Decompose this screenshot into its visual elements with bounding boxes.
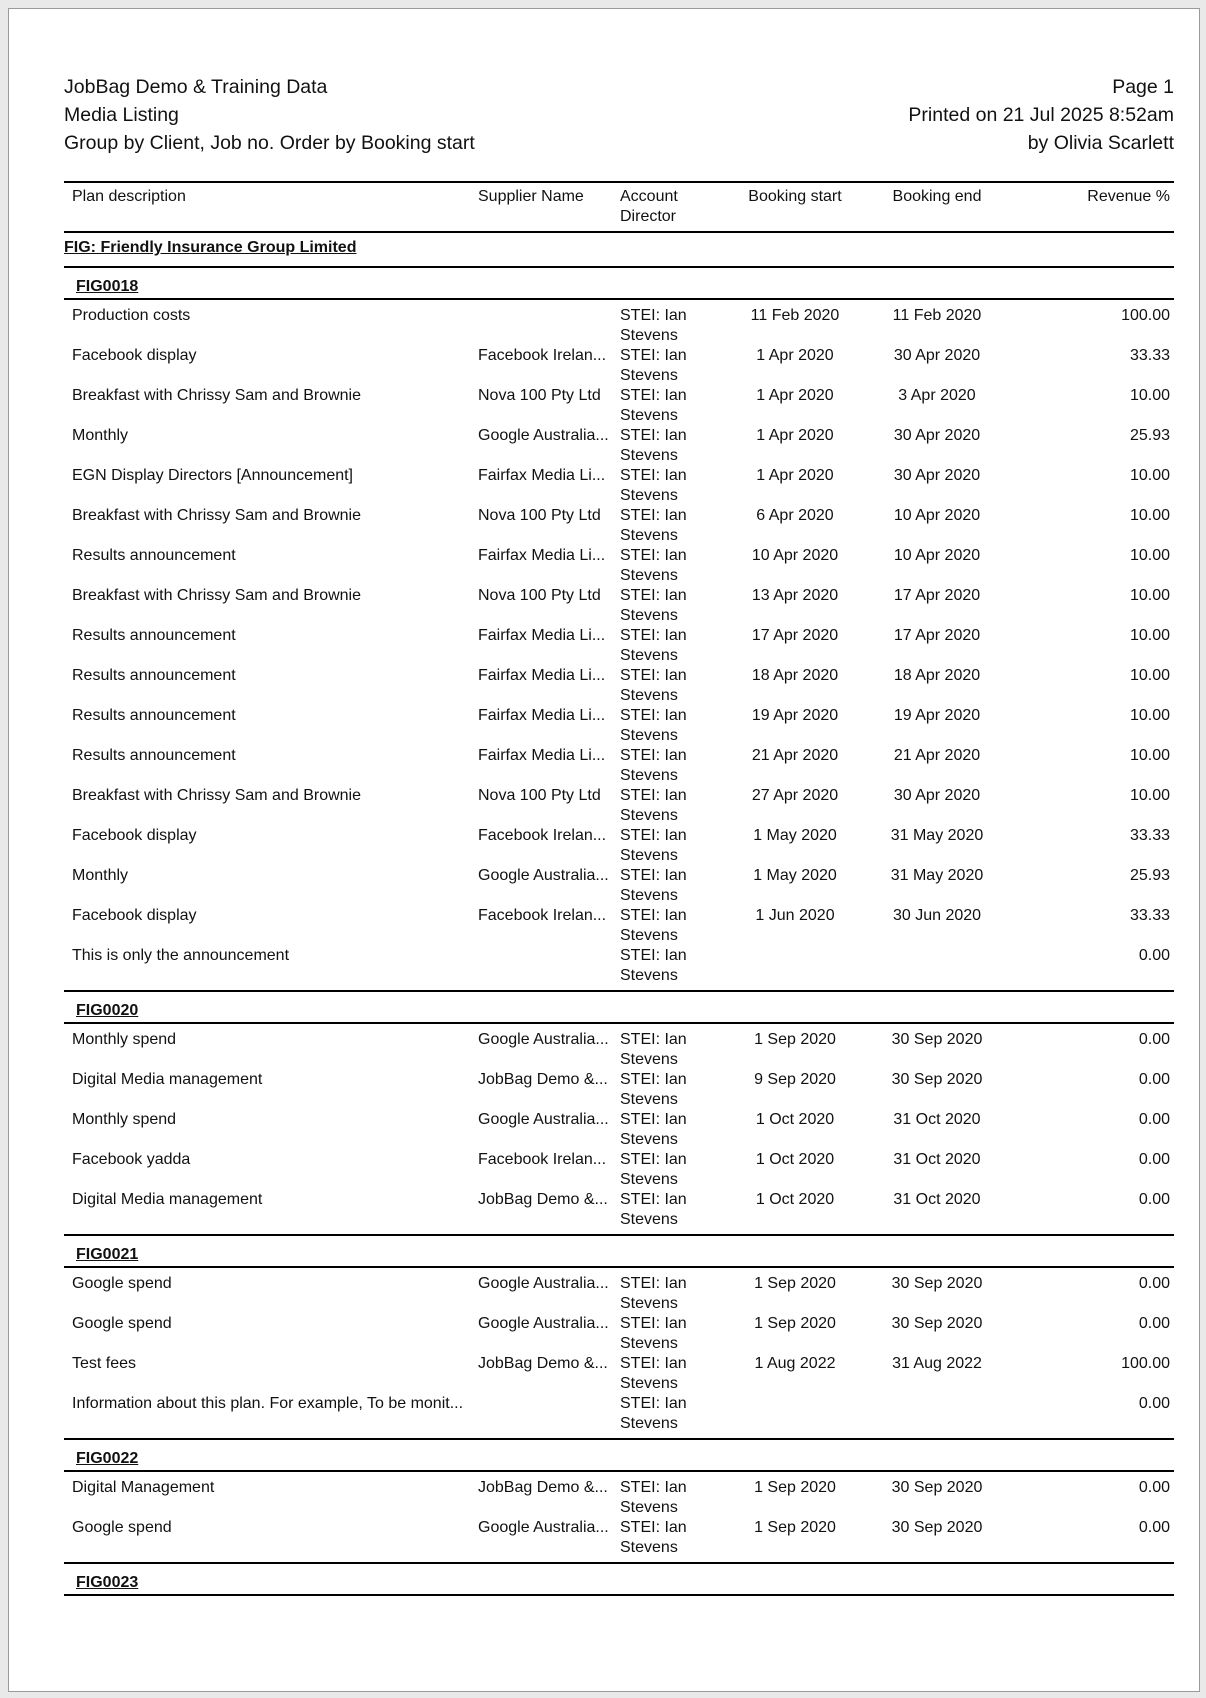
cell-account-director: STEI: Ian Stevens bbox=[620, 627, 687, 664]
cell-plan-description: Monthly bbox=[72, 427, 129, 444]
cell-booking-start: 6 Apr 2020 bbox=[756, 507, 834, 524]
cell-booking-start: 1 May 2020 bbox=[753, 827, 837, 844]
cell-booking-end: 31 Aug 2022 bbox=[892, 1355, 982, 1372]
table-row bbox=[64, 1184, 1174, 1228]
cell-revenue-percent: 0.00 bbox=[1138, 1519, 1170, 1536]
report-header bbox=[64, 73, 1174, 157]
cell-supplier-name: Google Australia... bbox=[478, 1519, 609, 1536]
job-group-heading: FIG0022 bbox=[64, 1440, 1174, 1472]
table-row bbox=[64, 460, 1174, 504]
cell-plan-description: Digital Management bbox=[72, 1479, 215, 1496]
cell-supplier-name: Fairfax Media Li... bbox=[478, 747, 606, 764]
cell-supplier-name: Nova 100 Pty Ltd bbox=[478, 787, 601, 804]
table-row bbox=[64, 380, 1174, 424]
cell-account-director: STEI: Ian Stevens bbox=[620, 1519, 687, 1556]
cell-account-director: STEI: Ian Stevens bbox=[620, 1031, 687, 1068]
cell-supplier-name: Facebook Irelan... bbox=[478, 907, 607, 924]
cell-revenue-percent: 0.00 bbox=[1138, 1275, 1170, 1292]
cell-revenue-percent: 10.00 bbox=[1129, 547, 1170, 564]
job-group-heading: FIG0023 bbox=[64, 1564, 1174, 1596]
cell-account-director: STEI: Ian Stevens bbox=[620, 787, 687, 824]
cell-booking-start bbox=[730, 946, 860, 980]
cell-supplier-name: Fairfax Media Li... bbox=[478, 547, 606, 564]
cell-revenue-percent: 100.00 bbox=[1121, 1355, 1170, 1372]
cell-revenue-percent: 33.33 bbox=[1129, 347, 1170, 364]
cell-booking-start: 1 Apr 2020 bbox=[756, 347, 834, 364]
cell-account-director: STEI: Ian Stevens bbox=[620, 1111, 687, 1148]
cell-account-director: STEI: Ian Stevens bbox=[620, 467, 687, 504]
cell-booking-start: 13 Apr 2020 bbox=[751, 587, 839, 604]
cell-supplier-name: Google Australia... bbox=[478, 1031, 609, 1048]
cell-account-director: STEI: Ian Stevens bbox=[620, 387, 687, 424]
header-right bbox=[908, 73, 1174, 157]
table-row bbox=[64, 940, 1174, 984]
client-group-heading: FIG: Friendly Insurance Group Limited bbox=[64, 233, 1174, 268]
cell-account-director: STEI: Ian Stevens bbox=[620, 507, 687, 544]
cell-booking-end: 31 Oct 2020 bbox=[893, 1151, 981, 1168]
cell-booking-end: 11 Feb 2020 bbox=[892, 307, 982, 324]
cell-supplier-name: Facebook Irelan... bbox=[478, 347, 607, 364]
cell-plan-description: This is only the announcement bbox=[72, 947, 290, 964]
cell-account-director: STEI: Ian Stevens bbox=[620, 1151, 687, 1188]
cell-booking-end: 31 Oct 2020 bbox=[893, 1111, 981, 1128]
cell-plan-description: Information about this plan. For example, To be monit... bbox=[72, 1395, 464, 1412]
table-row bbox=[64, 1308, 1174, 1352]
cell-booking-end: 30 Sep 2020 bbox=[891, 1031, 983, 1048]
cell-booking-start: 1 Apr 2020 bbox=[756, 427, 834, 444]
cell-plan-description: Monthly spend bbox=[72, 1111, 177, 1128]
table-row bbox=[64, 1472, 1174, 1516]
cell-revenue-percent: 10.00 bbox=[1129, 667, 1170, 684]
cell-supplier-name: JobBag Demo &... bbox=[478, 1479, 608, 1496]
cell-supplier-name bbox=[478, 306, 620, 340]
table-row bbox=[64, 660, 1174, 704]
cell-booking-end: 30 Sep 2020 bbox=[891, 1275, 983, 1292]
cell-revenue-percent: 33.33 bbox=[1129, 907, 1170, 924]
cell-booking-end: 17 Apr 2020 bbox=[893, 587, 981, 604]
cell-revenue-percent: 10.00 bbox=[1129, 387, 1170, 404]
cell-booking-start: 18 Apr 2020 bbox=[751, 667, 839, 684]
cell-account-director: STEI: Ian Stevens bbox=[620, 667, 687, 704]
cell-account-director: STEI: Ian Stevens bbox=[620, 907, 687, 944]
cell-account-director: STEI: Ian Stevens bbox=[620, 707, 687, 744]
cell-booking-start: 1 Oct 2020 bbox=[755, 1191, 835, 1208]
cell-booking-end: 30 Sep 2020 bbox=[891, 1479, 983, 1496]
cell-booking-start: 10 Apr 2020 bbox=[751, 547, 839, 564]
cell-plan-description: Monthly bbox=[72, 867, 129, 884]
cell-booking-start: 1 Apr 2020 bbox=[756, 387, 834, 404]
cell-booking-end: 30 Sep 2020 bbox=[891, 1315, 983, 1332]
page-number: Page 1 bbox=[1112, 76, 1174, 98]
cell-supplier-name: Nova 100 Pty Ltd bbox=[478, 587, 601, 604]
cell-account-director: STEI: Ian Stevens bbox=[620, 1395, 687, 1432]
cell-account-director: STEI: Ian Stevens bbox=[620, 1191, 687, 1228]
job-group-heading: FIG0020 bbox=[64, 992, 1174, 1024]
cell-account-director: STEI: Ian Stevens bbox=[620, 587, 687, 624]
cell-plan-description: Results announcement bbox=[72, 747, 236, 764]
report-content bbox=[64, 73, 1174, 1596]
cell-account-director: STEI: Ian Stevens bbox=[620, 827, 687, 864]
cell-revenue-percent: 25.93 bbox=[1129, 427, 1170, 444]
cell-booking-start: 9 Sep 2020 bbox=[754, 1071, 836, 1088]
cell-supplier-name: JobBag Demo &... bbox=[478, 1071, 608, 1088]
cell-plan-description: Results announcement bbox=[72, 667, 236, 684]
cell-supplier-name: Facebook Irelan... bbox=[478, 1151, 607, 1168]
table-row bbox=[64, 300, 1174, 344]
cell-plan-description: Digital Media management bbox=[72, 1071, 263, 1088]
cell-plan-description: Breakfast with Chrissy Sam and Brownie bbox=[72, 507, 361, 524]
col-supplier-name: Supplier Name bbox=[478, 188, 584, 205]
cell-account-director: STEI: Ian Stevens bbox=[620, 1275, 687, 1312]
cell-booking-end: 31 Oct 2020 bbox=[893, 1191, 981, 1208]
cell-account-director: STEI: Ian Stevens bbox=[620, 307, 687, 344]
cell-revenue-percent: 10.00 bbox=[1129, 587, 1170, 604]
cell-plan-description: Results announcement bbox=[72, 707, 236, 724]
cell-supplier-name: Fairfax Media Li... bbox=[478, 667, 606, 684]
cell-booking-start: 27 Apr 2020 bbox=[751, 787, 839, 804]
cell-plan-description: Facebook display bbox=[72, 827, 197, 844]
table-row bbox=[64, 340, 1174, 384]
cell-revenue-percent: 0.00 bbox=[1138, 1479, 1170, 1496]
table-row bbox=[64, 1268, 1174, 1312]
cell-booking-start: 1 Sep 2020 bbox=[754, 1315, 836, 1332]
cell-plan-description: Digital Media management bbox=[72, 1191, 263, 1208]
cell-revenue-percent: 10.00 bbox=[1129, 467, 1170, 484]
cell-account-director: STEI: Ian Stevens bbox=[620, 867, 687, 904]
cell-plan-description: Google spend bbox=[72, 1519, 172, 1536]
printed-on: Printed on 21 Jul 2025 8:52am bbox=[908, 104, 1174, 126]
cell-supplier-name: Google Australia... bbox=[478, 427, 609, 444]
cell-supplier-name: Nova 100 Pty Ltd bbox=[478, 387, 601, 404]
cell-supplier-name: JobBag Demo &... bbox=[478, 1191, 608, 1208]
cell-booking-start: 1 Sep 2020 bbox=[754, 1031, 836, 1048]
cell-booking-end: 31 May 2020 bbox=[890, 827, 984, 844]
cell-account-director: STEI: Ian Stevens bbox=[620, 747, 687, 784]
col-booking-end: Booking end bbox=[892, 188, 982, 205]
table-row bbox=[64, 620, 1174, 664]
table-row bbox=[64, 740, 1174, 784]
table-row bbox=[64, 1144, 1174, 1188]
cell-revenue-percent: 25.93 bbox=[1129, 867, 1170, 884]
cell-booking-end: 21 Apr 2020 bbox=[893, 747, 981, 764]
job-groups bbox=[64, 268, 1174, 1596]
cell-revenue-percent: 10.00 bbox=[1129, 707, 1170, 724]
cell-plan-description: Breakfast with Chrissy Sam and Brownie bbox=[72, 587, 361, 604]
cell-supplier-name: Google Australia... bbox=[478, 1111, 609, 1128]
col-revenue-percent: Revenue % bbox=[1087, 188, 1170, 205]
cell-supplier-name: Fairfax Media Li... bbox=[478, 627, 606, 644]
table-row bbox=[64, 540, 1174, 584]
cell-plan-description: Google spend bbox=[72, 1275, 172, 1292]
cell-supplier-name bbox=[478, 946, 620, 980]
cell-revenue-percent: 0.00 bbox=[1138, 1151, 1170, 1168]
cell-booking-start: 1 Sep 2020 bbox=[754, 1519, 836, 1536]
cell-booking-end: 30 Sep 2020 bbox=[891, 1519, 983, 1536]
cell-booking-start: 1 Aug 2022 bbox=[754, 1355, 836, 1372]
cell-supplier-name: Fairfax Media Li... bbox=[478, 707, 606, 724]
cell-supplier-name: Google Australia... bbox=[478, 1275, 609, 1292]
cell-plan-description: Results announcement bbox=[72, 627, 236, 644]
table-row bbox=[64, 700, 1174, 744]
printed-by: by Olivia Scarlett bbox=[1027, 132, 1174, 154]
cell-booking-end bbox=[860, 946, 1014, 980]
cell-revenue-percent: 0.00 bbox=[1138, 947, 1170, 964]
table-row bbox=[64, 420, 1174, 464]
cell-plan-description: Breakfast with Chrissy Sam and Brownie bbox=[72, 387, 361, 404]
cell-supplier-name: Nova 100 Pty Ltd bbox=[478, 507, 601, 524]
column-headers bbox=[64, 181, 1174, 233]
cell-booking-start: 21 Apr 2020 bbox=[751, 747, 839, 764]
cell-revenue-percent: 0.00 bbox=[1138, 1111, 1170, 1128]
cell-booking-start: 17 Apr 2020 bbox=[751, 627, 839, 644]
cell-booking-end: 30 Apr 2020 bbox=[893, 787, 981, 804]
job-group-heading: FIG0018 bbox=[64, 268, 1174, 300]
table-row bbox=[64, 1512, 1174, 1556]
cell-booking-end: 10 Apr 2020 bbox=[893, 507, 981, 524]
cell-plan-description: Facebook yadda bbox=[72, 1151, 191, 1168]
cell-booking-start bbox=[730, 1394, 860, 1428]
cell-plan-description: Facebook display bbox=[72, 347, 197, 364]
job-group-heading: FIG0021 bbox=[64, 1236, 1174, 1268]
cell-supplier-name bbox=[478, 1394, 620, 1428]
cell-revenue-percent: 0.00 bbox=[1138, 1071, 1170, 1088]
table-row bbox=[64, 1104, 1174, 1148]
cell-supplier-name: Google Australia... bbox=[478, 1315, 609, 1332]
col-booking-start: Booking start bbox=[748, 188, 842, 205]
report-grouping: Group by Client, Job no. Order by Booking start bbox=[64, 132, 475, 154]
col-account-director: Account Director bbox=[620, 188, 678, 225]
cell-booking-start: 19 Apr 2020 bbox=[751, 707, 839, 724]
table-row bbox=[64, 1064, 1174, 1108]
cell-plan-description: Facebook display bbox=[72, 907, 197, 924]
cell-account-director: STEI: Ian Stevens bbox=[620, 1479, 687, 1516]
cell-booking-start: 1 Oct 2020 bbox=[755, 1111, 835, 1128]
cell-booking-start: 1 Jun 2020 bbox=[755, 907, 835, 924]
table-row bbox=[64, 1388, 1174, 1432]
cell-account-director: STEI: Ian Stevens bbox=[620, 427, 687, 464]
company-name: JobBag Demo & Training Data bbox=[64, 76, 328, 98]
cell-plan-description: Production costs bbox=[72, 307, 191, 324]
cell-revenue-percent: 10.00 bbox=[1129, 787, 1170, 804]
cell-revenue-percent: 100.00 bbox=[1121, 307, 1170, 324]
table-row bbox=[64, 1024, 1174, 1068]
table-row bbox=[64, 900, 1174, 944]
cell-revenue-percent: 0.00 bbox=[1138, 1191, 1170, 1208]
cell-supplier-name: Fairfax Media Li... bbox=[478, 467, 606, 484]
cell-booking-start: 1 Sep 2020 bbox=[754, 1479, 836, 1496]
cell-revenue-percent: 10.00 bbox=[1129, 747, 1170, 764]
cell-booking-end: 30 Sep 2020 bbox=[891, 1071, 983, 1088]
cell-plan-description: Google spend bbox=[72, 1315, 172, 1332]
cell-booking-end: 17 Apr 2020 bbox=[893, 627, 981, 644]
cell-account-director: STEI: Ian Stevens bbox=[620, 947, 687, 984]
report-page bbox=[8, 8, 1200, 1692]
table-row bbox=[64, 500, 1174, 544]
cell-revenue-percent: 0.00 bbox=[1138, 1395, 1170, 1412]
cell-revenue-percent: 33.33 bbox=[1129, 827, 1170, 844]
cell-plan-description: Breakfast with Chrissy Sam and Brownie bbox=[72, 787, 361, 804]
cell-booking-end: 3 Apr 2020 bbox=[898, 387, 976, 404]
cell-supplier-name: Facebook Irelan... bbox=[478, 827, 607, 844]
cell-plan-description: Monthly spend bbox=[72, 1031, 177, 1048]
cell-account-director: STEI: Ian Stevens bbox=[620, 547, 687, 584]
cell-revenue-percent: 0.00 bbox=[1138, 1031, 1170, 1048]
cell-revenue-percent: 0.00 bbox=[1138, 1315, 1170, 1332]
cell-booking-end: 18 Apr 2020 bbox=[893, 667, 981, 684]
cell-booking-end bbox=[860, 1394, 1014, 1428]
cell-account-director: STEI: Ian Stevens bbox=[620, 1315, 687, 1352]
cell-booking-start: 1 May 2020 bbox=[753, 867, 837, 884]
cell-plan-description: Results announcement bbox=[72, 547, 236, 564]
cell-revenue-percent: 10.00 bbox=[1129, 507, 1170, 524]
table-row bbox=[64, 780, 1174, 824]
cell-booking-start: 11 Feb 2020 bbox=[750, 307, 840, 324]
cell-booking-end: 30 Apr 2020 bbox=[893, 347, 981, 364]
header-left bbox=[64, 73, 475, 157]
cell-booking-start: 1 Apr 2020 bbox=[756, 467, 834, 484]
table-row bbox=[64, 860, 1174, 904]
cell-booking-end: 30 Apr 2020 bbox=[893, 467, 981, 484]
cell-revenue-percent: 10.00 bbox=[1129, 627, 1170, 644]
cell-booking-end: 10 Apr 2020 bbox=[893, 547, 981, 564]
table-row bbox=[64, 580, 1174, 624]
cell-booking-start: 1 Oct 2020 bbox=[755, 1151, 835, 1168]
cell-plan-description: Test fees bbox=[72, 1355, 137, 1372]
cell-booking-end: 31 May 2020 bbox=[890, 867, 984, 884]
cell-booking-end: 19 Apr 2020 bbox=[893, 707, 981, 724]
cell-booking-start: 1 Sep 2020 bbox=[754, 1275, 836, 1292]
cell-supplier-name: JobBag Demo &... bbox=[478, 1355, 608, 1372]
cell-account-director: STEI: Ian Stevens bbox=[620, 1355, 687, 1392]
cell-account-director: STEI: Ian Stevens bbox=[620, 1071, 687, 1108]
cell-booking-end: 30 Jun 2020 bbox=[892, 907, 982, 924]
table-row bbox=[64, 820, 1174, 864]
cell-account-director: STEI: Ian Stevens bbox=[620, 347, 687, 384]
cell-booking-end: 30 Apr 2020 bbox=[893, 427, 981, 444]
cell-plan-description: EGN Display Directors [Announcement] bbox=[72, 467, 353, 484]
report-title: Media Listing bbox=[64, 104, 179, 126]
cell-supplier-name: Google Australia... bbox=[478, 867, 609, 884]
col-plan-description: Plan description bbox=[72, 188, 186, 205]
table-row bbox=[64, 1348, 1174, 1392]
